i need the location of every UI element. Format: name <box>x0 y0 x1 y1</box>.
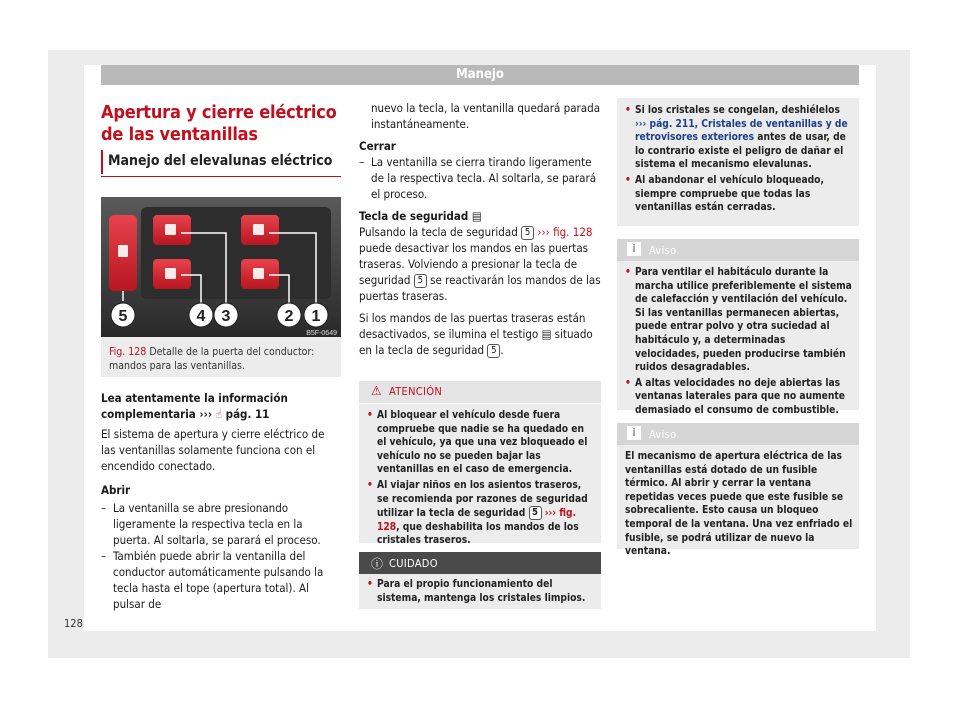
cristales-link[interactable]: pág. 211, Cristales de ventanillas y de retrovisores exteriores <box>635 118 848 144</box>
column-2-body <box>359 100 601 358</box>
aviso-box-1 <box>617 239 859 416</box>
abrir-continued: nuevo la tecla, la ventanilla quedará parada instantáneamente. <box>371 101 601 131</box>
seguridad-heading <box>359 208 601 224</box>
aviso-1-item-2: • A altas velocidades no deje abiertas las ventanas laterales para que no aumente demasiado el consumo de combustible. <box>625 377 853 418</box>
atencion-item-2-tail: , que deshabilita los mandos de los cristales traseros. <box>377 521 579 547</box>
seguridad-heading-text: Tecla de seguridad <box>359 209 469 223</box>
aviso-1-title: Aviso <box>649 244 677 257</box>
page-title: Apertura y cierre eléctrico de las ventanillas <box>101 102 337 145</box>
cuidado-items <box>367 578 595 605</box>
child-lock-icon: ▤ <box>471 209 482 223</box>
cuidado-header <box>359 552 601 574</box>
page-number: 128 <box>64 617 83 630</box>
atencion-ref-5: 5 <box>529 506 542 520</box>
seg-text-b: puede desactivar los mandos en las puertas traseras. Volviendo a presionar la tecla de seguridad <box>359 241 589 287</box>
callout-2: 2 <box>284 308 294 325</box>
atencion-item-1: • Al bloquear el vehículo desde fuera compruebe que nadie se ha quedado en el vehículo, ya que una vez bloqueado el vehículo no se pueden bajar las ventanillas en el caso de emergencia. <box>367 409 595 477</box>
atencion-continued-box <box>617 98 859 226</box>
intro-note <box>101 390 341 422</box>
figure-caption-text: Detalle de la puerta del conductor: mandos para las ventanillas. <box>109 346 315 372</box>
subtitle <box>101 151 341 171</box>
seg-arrows: ››› <box>537 225 550 239</box>
ref-number-5: 5 <box>521 226 534 240</box>
aviso-1-items <box>625 266 853 418</box>
atencion-item-2-text: Al viajar niños en los asientos traseros, se recomienda por razones de seguridad utilizar la tecla de seguridad <box>377 479 588 520</box>
leave-vehicle-item: • Al abandonar el vehículo bloqueado, siempre compruebe que todas las ventanillas están cerradas. <box>625 174 853 215</box>
subtitle-text: Manejo del elevalunas eléctrico <box>108 153 333 169</box>
callout-1: 1 <box>311 308 321 325</box>
aviso-1-header <box>617 239 859 261</box>
aviso-box-2 <box>617 423 859 558</box>
cerrar-item: – La ventanilla se cierra tirando ligeramente de la respectiva tecla. Al soltarla, se parará el proceso. <box>359 154 601 202</box>
aviso-1-item-1: • Para ventilar el habitáculo durante la marcha utilice preferiblemente el sistema de calefacción y ventilación del vehículo. Si las ventanillas permanecen abiertas, puede entrar polvo y otra suciedad al habitáculo y, a determinadas velocidades, pueden producirse también ruidos desagradables. <box>625 266 853 375</box>
warning-triangle-icon: ⚠ <box>371 384 382 399</box>
seg-text-a: Pulsando la tecla de seguridad <box>359 225 518 239</box>
callout-3: 3 <box>221 308 231 325</box>
window-switch-photo <box>101 197 341 337</box>
abrir-item-2: – También puede abrir la ventanilla del conductor automáticamente pulsando la tecla hasta el tope (apertura total). Al pulsar de <box>101 548 341 612</box>
info-icon: i <box>627 426 641 440</box>
aviso-2-header <box>617 423 859 445</box>
seg2-text-a: Si los mandos de las puertas traseras están desactivados, se ilumina el testigo <box>359 311 586 341</box>
info-book-icon: ☝ <box>215 407 223 421</box>
seguridad-paragraph-2 <box>359 310 601 358</box>
callout-5: 5 <box>118 308 128 325</box>
subtitle-underline <box>101 176 341 177</box>
seguridad-paragraph-1 <box>359 224 601 304</box>
figure-code: B5F-0649 <box>306 330 337 337</box>
figure-label: Fig. 128 <box>109 346 147 358</box>
cuidado-box <box>359 552 601 609</box>
fig-128-link[interactable]: fig. 128 <box>553 225 593 239</box>
frozen-glass-item: • Si los cristales se congelan, deshiélelos ››› pág. 211, Cristales de ventanillas y de retrovisores exteriores antes de usar, de lo contrario existe el peligro de dañar el sistema el mecanismo elevalunas. <box>625 104 853 172</box>
cerrar-heading: Cerrar <box>359 139 396 153</box>
figure-caption <box>109 345 335 373</box>
section-header: Manejo <box>101 65 859 85</box>
frozen-text-a: Si los cristales se congelan, deshiélelos <box>635 105 840 116</box>
atencion-fig-link[interactable]: fig. 128 <box>377 508 577 533</box>
intro-paragraph: El sistema de apertura y cierre eléctrico de las ventanillas solamente funciona con el encendido conectado. <box>101 427 325 473</box>
abrir-heading: Abrir <box>101 483 131 497</box>
column-1-body <box>101 390 341 612</box>
seg2-text-c: . <box>500 343 504 357</box>
ref-number-5b: 5 <box>414 274 427 288</box>
intro-ref[interactable]: pág. 11 <box>225 407 270 421</box>
atencion-continued-items <box>625 104 853 215</box>
atencion-title: ATENCIÓN <box>389 385 443 398</box>
cuidado-item: • Para el propio funcionamiento del sistema, mantenga los cristales limpios. <box>367 578 595 605</box>
atencion-items <box>367 409 595 548</box>
intro-bold: Lea atentamente la información complementaria <box>101 391 288 421</box>
cuidado-title: CUIDADO <box>389 557 438 570</box>
callout-4: 4 <box>196 308 206 325</box>
seg-text-c: se reactivarán los mandos de las puertas traseras. <box>359 273 601 303</box>
info-circle-icon: ⓘ <box>371 557 384 571</box>
aviso-2-title: Aviso <box>649 428 677 441</box>
window-switch-illustration <box>101 197 341 337</box>
info-icon: i <box>627 242 641 256</box>
aviso-2-text: El mecanismo de apertura eléctrica de las ventanillas está dotado de un fusible térmico. Al abrir y cerrar la ventana repetidas veces puede que este fusible se sobrecaliente. Esto causa un bloqueo temporal de la ventana. Una vez enfriado el fusible, se podrá utilizar de nuevo la ventana. <box>625 451 853 558</box>
abrir-item-1: – La ventanilla se abre presionando ligeramente la respectiva tecla en la puerta. Al soltarla, se parará el proceso. <box>101 500 341 548</box>
ref-number-5c: 5 <box>487 344 500 358</box>
atencion-box <box>359 381 601 547</box>
figure-box <box>101 197 341 377</box>
frozen-text-b: antes de usar, de lo contrario existe el peligro de dañar el sistema el mecanismo elevalunas. <box>635 132 846 171</box>
atencion-item-2: • Al viajar niños en los asientos traseros, se recomienda por razones de seguridad utilizar la tecla de seguridad 5 ››› fig. 128, que deshabilita los mandos de los cristales traseros. <box>367 479 595 548</box>
indicator-icon: ▤ <box>541 327 552 341</box>
seg2-text-b: situado en la tecla de seguridad <box>359 327 593 357</box>
intro-arrows: ››› <box>199 407 213 421</box>
atencion-header <box>359 381 601 404</box>
